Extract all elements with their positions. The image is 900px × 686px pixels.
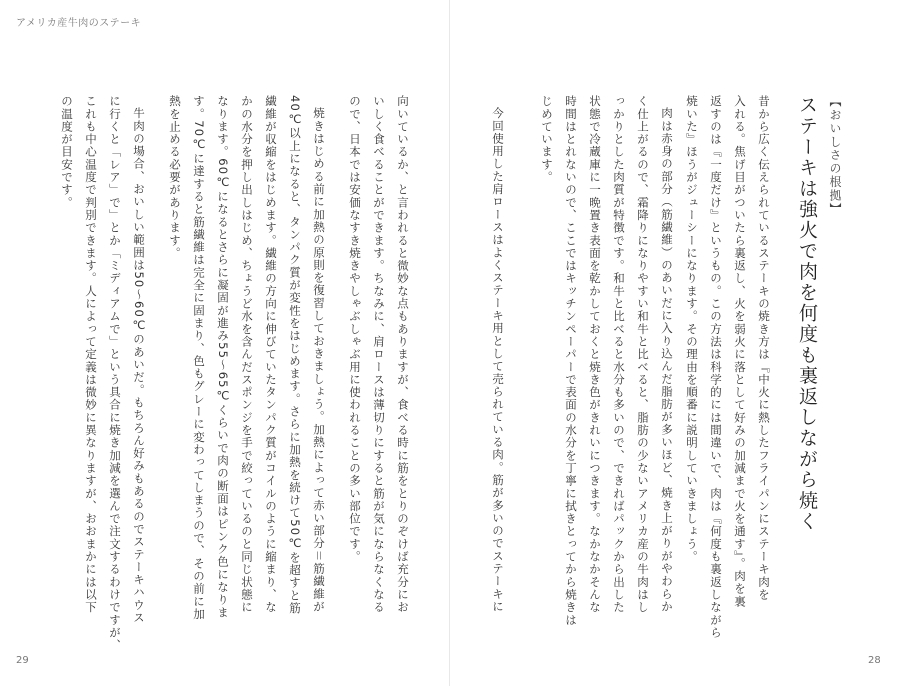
- text-column: に行くと「レア」で」とか「ミディアムで」という具合に焼き加減を選んで注文するわけですが、: [108, 95, 122, 652]
- page-number-left: 29: [16, 655, 29, 666]
- text-column: 時間はとれないので、ここではキッチンペーパーで表面の水分を丁寧に拭きとってから焼きは: [564, 95, 578, 627]
- running-header: アメリカ産牛肉のステーキ: [16, 18, 142, 29]
- text-column: っかりとした肉質が特徴です。和牛と比べると水分も多いので、できればパックから出した: [612, 95, 626, 614]
- text-column: 焼きはじめる前に加熱の原則を復習しておきましょう。加熱によって赤い部分＝筋繊維が: [312, 107, 326, 613]
- text-column: なります。60℃になるとさらに凝固が進み55〜65℃くらいで肉の断面はピンク色になりま: [216, 95, 230, 619]
- text-column: いしく食べることができます。ちなみに、肩ロースは薄切りにすると筋が気にならなくなる: [372, 95, 386, 614]
- text-column: 昔から広く伝えられているステーキの焼き方は『中火に熱したフライパンにステーキ肉を: [757, 95, 771, 601]
- section-label: 【おいしさの根拠】: [828, 95, 842, 216]
- text-column: 牛肉の場合、おいしい範囲は50〜60℃のあいだ。もちろん好みもあるのでステーキハウス: [132, 107, 146, 625]
- text-column: 繊維が収縮をはじめます。繊維の方向に伸びていたタンパク質がコイルのように縮まり、な: [264, 95, 278, 614]
- text-column: 状態で冷蔵庫に一晩置き表面を乾かしておくと焼き色がきれいにつきます。なかなかそんな: [588, 95, 602, 614]
- text-column: く仕上がるので、霜降りになりやすい和牛と比べると、脂肪の少ないアメリカ産の牛肉はし: [636, 95, 650, 614]
- text-column: 熱を止める必要があります。: [168, 95, 182, 260]
- text-column: ので、日本では安価なすき焼きやしゃぶしゃぶ用に使われることの多い部位です。: [348, 95, 362, 564]
- text-column: 入れる。焦げ目がついたら裏返し、火を弱火に落として好みの加減まで火を通す』。肉を裏: [733, 95, 747, 608]
- text-column: 向いているか、と言われると微妙な点もありますが、食べる時に筋をとりのぞけば充分にお: [396, 95, 410, 614]
- page-number-right: 28: [868, 655, 881, 666]
- text-column: 返すのは『一度だけ』というもの。この方法は科学的には間違いで、肉は『何度も裏返しながら: [709, 95, 723, 639]
- text-column: す。70℃に達すると筋繊維は完全に固まり、色もグレーに変わってしまうので、その前に加: [192, 95, 206, 621]
- text-column: の温度が目安です。: [60, 95, 74, 209]
- text-column: これも中心温度で判別できます。人によって定義は微妙に異なりますが、おおまかには以下: [84, 95, 98, 614]
- text-column: 40℃以上になると、タンパク質が変性をはじめます。さらに加熱を続けて50℃を超すと筋: [288, 95, 302, 615]
- text-column: 焼いた』ほうがジューシーになります。その理由を順番に説明していきましょう。: [685, 95, 699, 564]
- text-column: 今回使用した肩ロースはよくステーキ用として売られている肉。筋が多いのでステーキに: [491, 107, 505, 613]
- gutter-divider: [449, 0, 450, 686]
- text-column: じめています。: [540, 95, 554, 184]
- text-column: 肉は赤身の部分（筋繊維）のあいだに入り込んだ脂肪が多いほど、焼き上がりがやわらか: [660, 107, 674, 613]
- section-heading: ステーキは強火で肉を何度も裏返しながら焼く: [796, 95, 818, 532]
- text-column: かの水分を押し出しはじめ、ちょうど水を含んだスポンジを手で絞っているのと同じ状態に: [240, 95, 254, 614]
